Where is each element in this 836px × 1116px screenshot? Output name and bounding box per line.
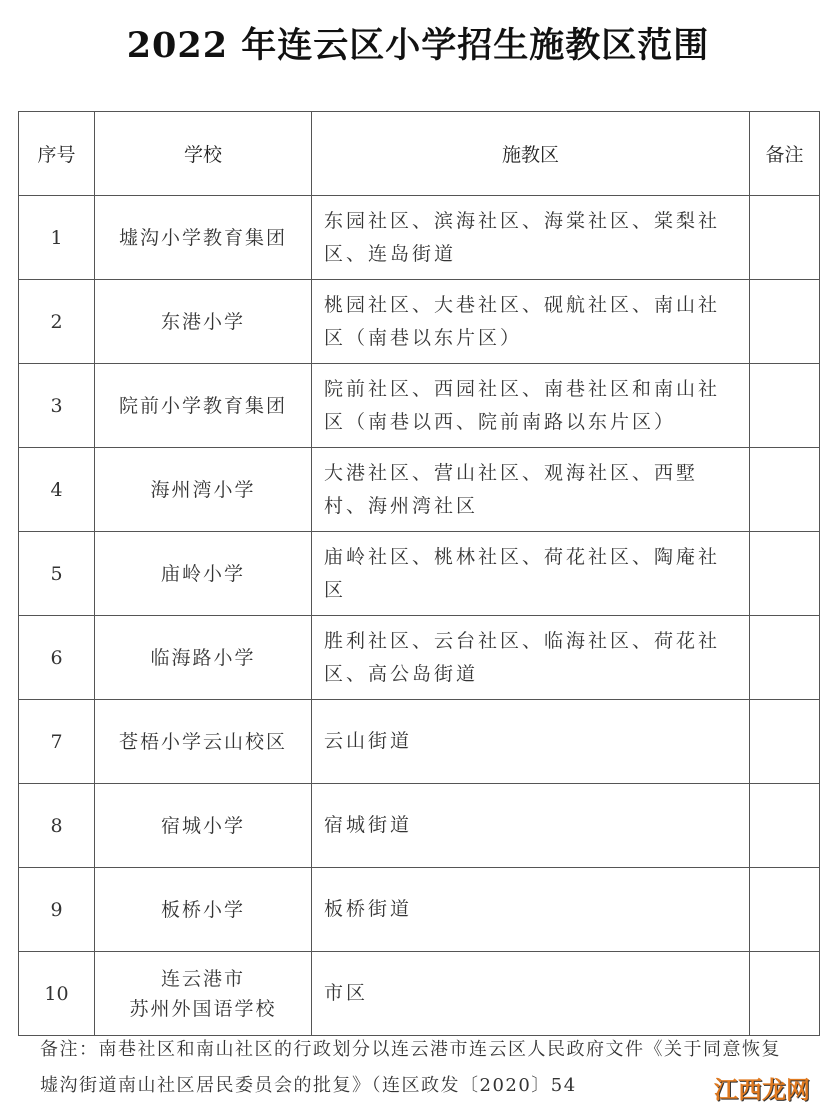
school-name: 宿城小学 <box>95 784 312 868</box>
header-school: 学校 <box>95 112 312 196</box>
row-number: 1 <box>19 196 95 280</box>
header-area: 施教区 <box>312 112 750 196</box>
table-header-row <box>19 112 820 196</box>
row-number: 4 <box>19 448 95 532</box>
school-name-line: 苏州外国语学校 <box>129 997 277 1020</box>
row-number: 6 <box>19 616 95 700</box>
table-row <box>19 700 820 784</box>
table-row <box>19 784 820 868</box>
remark <box>750 952 820 1036</box>
table-row <box>19 280 820 364</box>
school-name: 东港小学 <box>95 280 312 364</box>
table-row <box>19 364 820 448</box>
table-row <box>19 868 820 952</box>
district-area: 庙岭社区、桃林社区、荷花社区、陶庵社区 <box>312 532 750 616</box>
school-district-table <box>18 111 820 1036</box>
school-name: 墟沟小学教育集团 <box>95 196 312 280</box>
district-area: 市区 <box>312 952 750 1036</box>
district-area: 云山街道 <box>312 700 750 784</box>
school-name: 苍梧小学云山校区 <box>95 700 312 784</box>
district-area: 胜利社区、云台社区、临海社区、荷花社区、高公岛街道 <box>312 616 750 700</box>
remark <box>750 616 820 700</box>
table-row <box>19 616 820 700</box>
row-number: 3 <box>19 364 95 448</box>
school-name: 海州湾小学 <box>95 448 312 532</box>
remark <box>750 868 820 952</box>
header-remark: 备注 <box>750 112 820 196</box>
row-number: 7 <box>19 700 95 784</box>
remark <box>750 700 820 784</box>
row-number: 9 <box>19 868 95 952</box>
school-name: 临海路小学 <box>95 616 312 700</box>
row-number: 5 <box>19 532 95 616</box>
remark <box>750 784 820 868</box>
watermark-logo: 江西龙网 <box>714 1076 810 1104</box>
remark <box>750 364 820 448</box>
remark <box>750 448 820 532</box>
district-area: 桃园社区、大巷社区、砚航社区、南山社区（南巷以东片区） <box>312 280 750 364</box>
remark <box>750 280 820 364</box>
header-no: 序号 <box>19 112 95 196</box>
school-name-line: 连云港市 <box>160 967 245 990</box>
page-title: 2022 年连云区小学招生施教区范围 <box>126 25 710 66</box>
row-number: 8 <box>19 784 95 868</box>
school-name: 板桥小学 <box>95 868 312 952</box>
district-area: 大港社区、营山社区、观海社区、西墅村、海州湾社区 <box>312 448 750 532</box>
footnote: 备注：南巷社区和南山社区的行政划分以连云港市连云区人民政府文件《关于同意恢复墟沟街道南山社区居民委员会的批复》（连区政发〔2020〕54 <box>40 1039 781 1096</box>
remark <box>750 196 820 280</box>
district-area: 宿城街道 <box>312 784 750 868</box>
row-number: 10 <box>19 952 95 1036</box>
school-name: 庙岭小学 <box>95 532 312 616</box>
school-name: 院前小学教育集团 <box>95 364 312 448</box>
district-area: 板桥街道 <box>312 868 750 952</box>
table-row <box>19 196 820 280</box>
remark <box>750 532 820 616</box>
district-area: 院前社区、西园社区、南巷社区和南山社区（南巷以西、院前南路以东片区） <box>312 364 750 448</box>
table-row <box>19 952 820 1036</box>
school-name <box>95 952 312 1036</box>
table-row <box>19 532 820 616</box>
table-row <box>19 448 820 532</box>
district-area: 东园社区、滨海社区、海棠社区、棠梨社区、连岛街道 <box>312 196 750 280</box>
row-number: 2 <box>19 280 95 364</box>
